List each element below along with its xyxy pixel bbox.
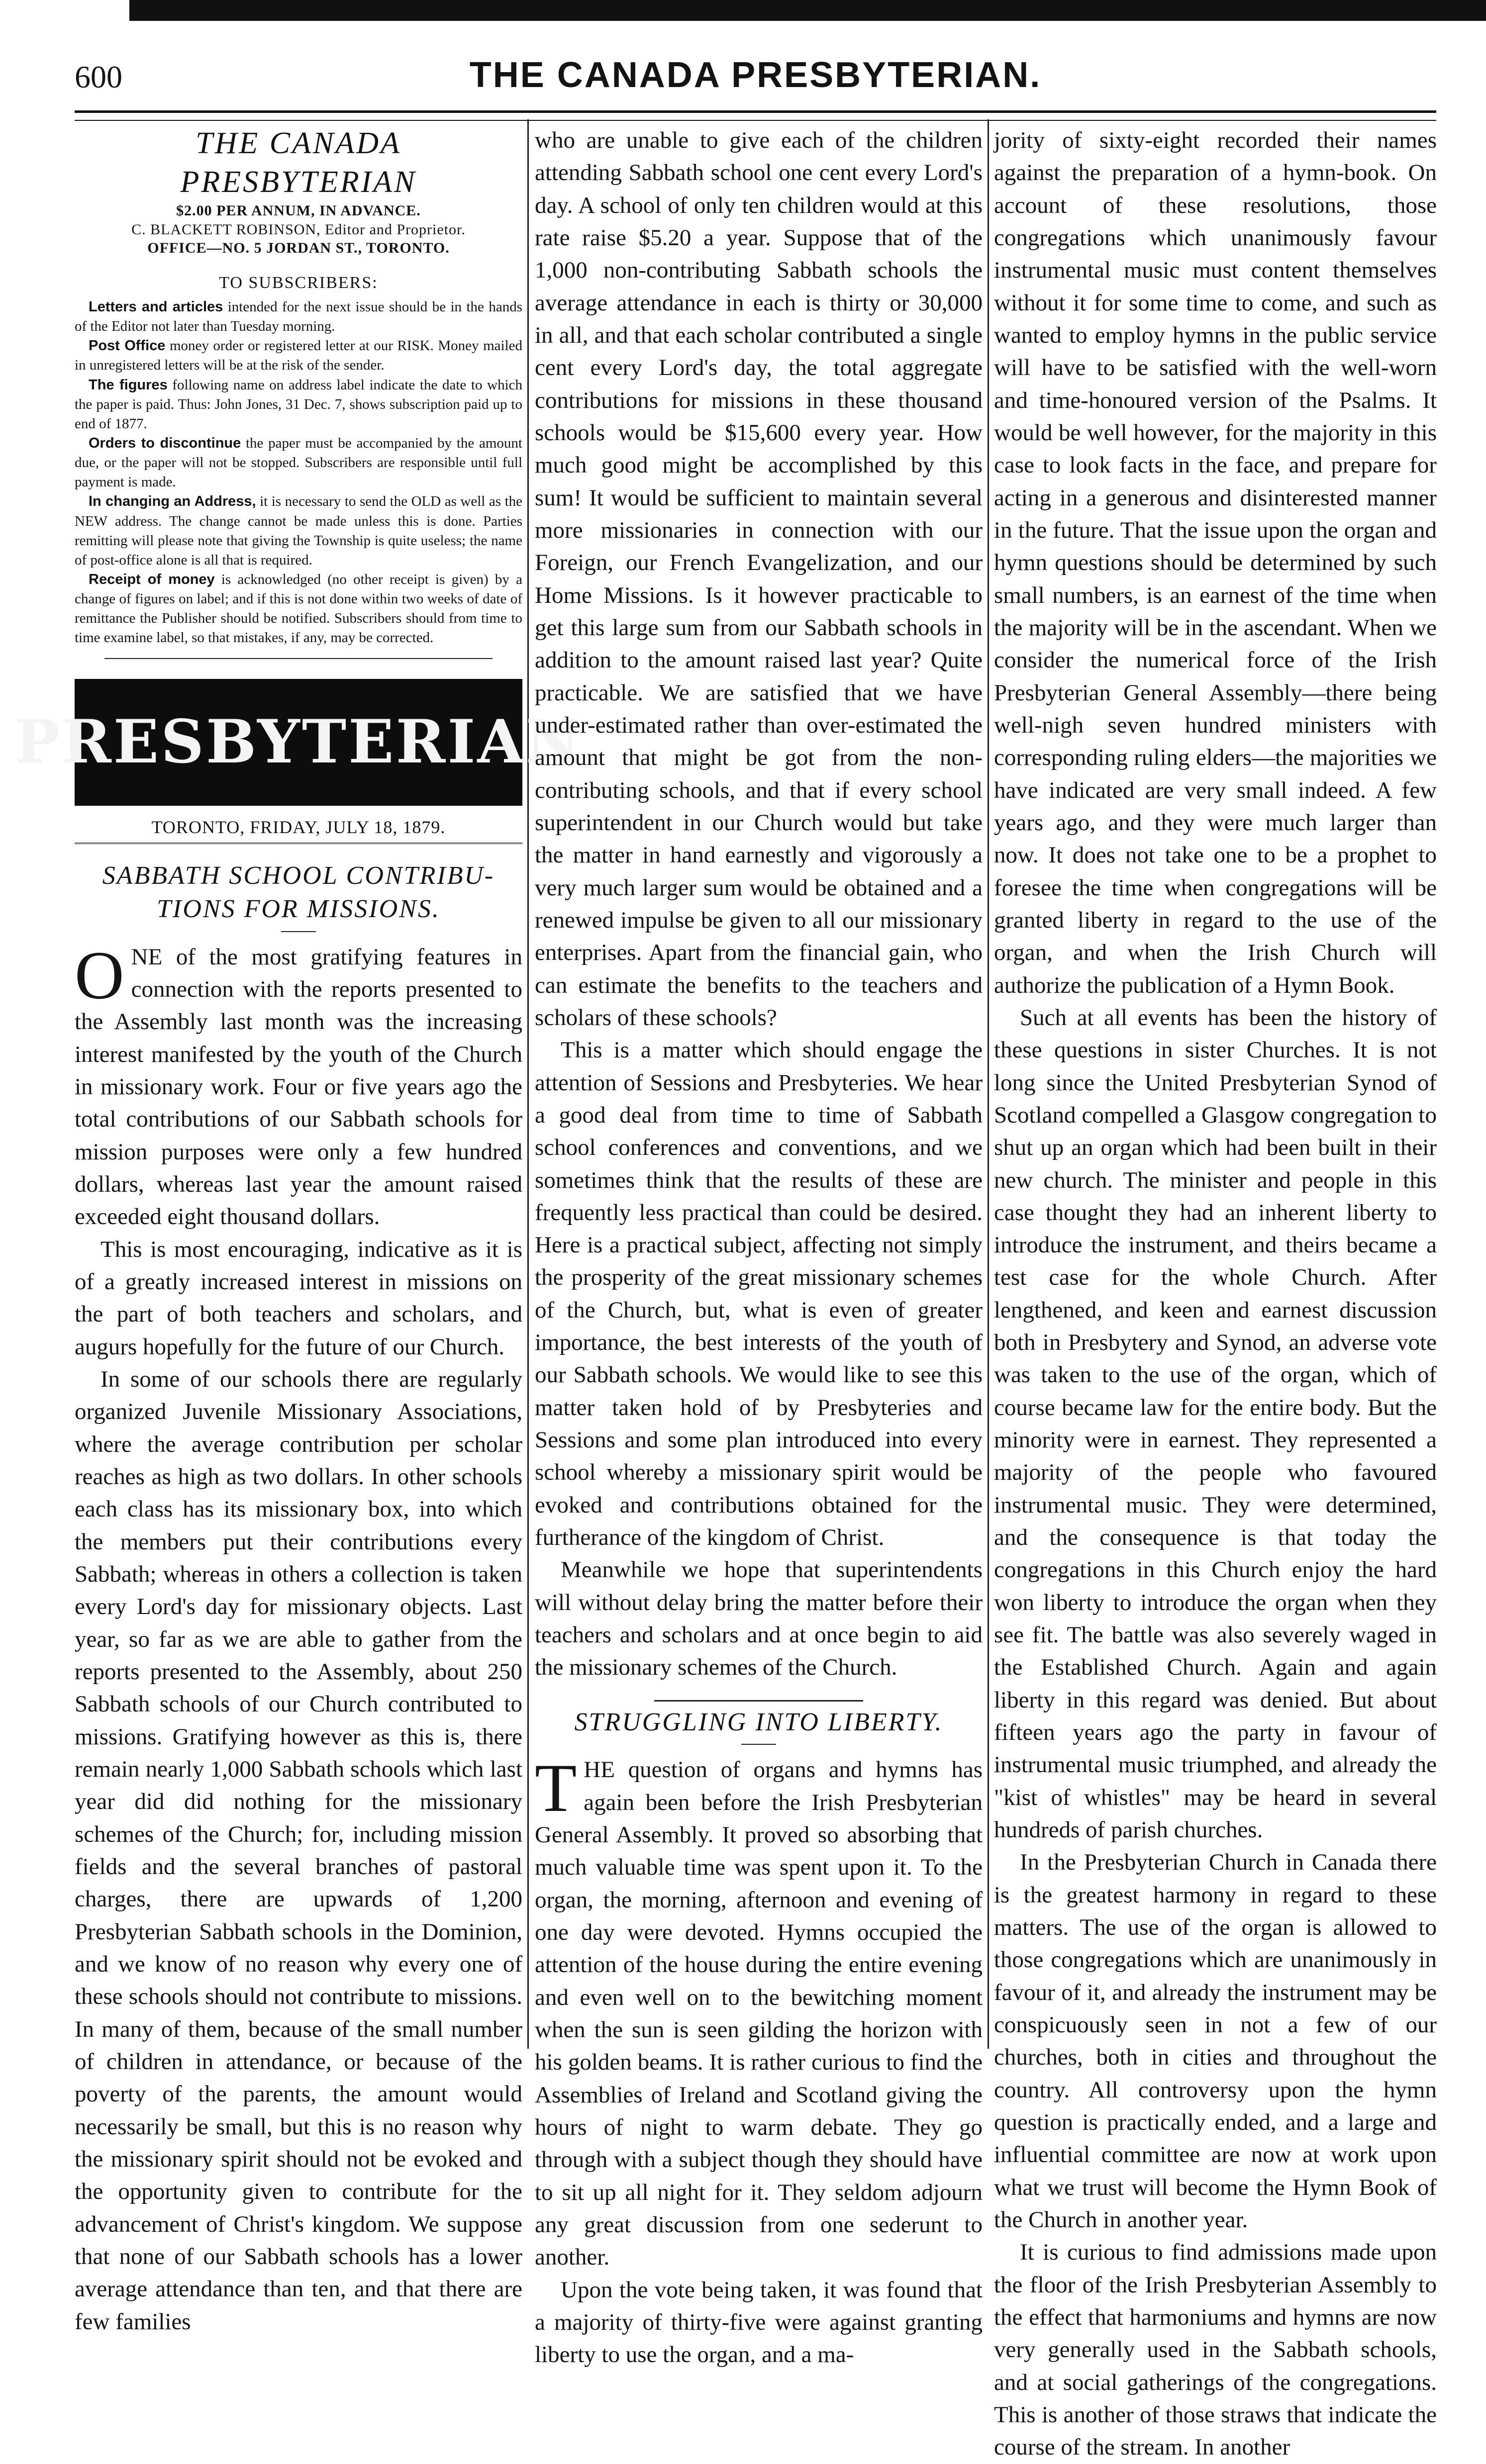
masthead-editor: C. BLACKETT ROBINSON, Editor and Proprietor. bbox=[131, 221, 466, 238]
notice: Letters and articles intended for the next issue should be in the hands of the Editor not later than Tuesday morning. bbox=[75, 299, 523, 335]
column-3 bbox=[994, 124, 1437, 2464]
paragraph: Meanwhile we hope that superintendents will without delay bring the matter before their teachers and scholars and at once begin to aid the missionary schemes of the Church. bbox=[535, 1557, 983, 1681]
dateline: TORONTO, FRIDAY, JULY 18, 1879. bbox=[75, 812, 522, 844]
column-1 bbox=[14, 124, 583, 2338]
paragraph: jority of sixty-eight recorded their names against the preparation of a hymn-book. On account of these resolutions, those congregations which unanimously favour instrumental music must content themselves without it for some time to come, and such as wanted to employ hymns in the public service will have to be satisfied with the well-worn and time-honoured version of the Psalms. It would be well however, for the majority in this case to look facts in the face, and prepare for acting in a generous and disinterested manner in the future. That the issue upon the organ and hymn questions should be determined by such small numbers, is an earnest of the time when the majority will be in the ascendant. When we consider the numerical force of the Irish Presbyterian General Assembly—there being well-nigh seven hundred ministers with corresponding ruling elders—the majorities we have indicated are very small indeed. A few years ago, and they were much larger than now. It does not take one to be a prophet to foresee the time when congregations will be granted liberty in regard to the use of the organ, and when the Irish Church will authorize the publication of a Hymn Book. bbox=[994, 127, 1437, 998]
title-rule bbox=[741, 1744, 776, 1745]
paragraph: In some of our schools there are regularly organized Juvenile Missionary Associations, where the average contribution per scholar reaches as high as two dollars. In other schools each class has its missionary box, into which the members put their contributions every Sabbath; whereas in others a collection is taken every Lord's day for missionary objects. Last year, so far as we are able to gather from the reports presented to the Assembly, about 250 Sabbath schools of our Church contributed to missions. Gratifying however as this is, there remain nearly 1,000 Sabbath schools which last year did did nothing for the missionary schemes of the Church; for, including mission fields and the several branches of pastoral charges, there are upwards of 1,200 Presbyterian Sabbath schools in the Dominion, and we know of no reason why every one of these schools should not contribute to missions. In many of them, because of the small number of children in attendance, or because of the poverty of the parents, the amount would necessarily be small, but this is no reason why the missionary spirit should not be evoked and the opportunity given to contribute for the advancement of Christ's kingdom. We suppose that none of our Sabbath schools has a lower average attendance than ten, and that there are few families bbox=[75, 1366, 522, 2335]
paragraph: who are unable to give each of the children attending Sabbath school one cent every Lord's day. A school of only ten children would at this rate raise $5.20 a year. Suppose that of the 1,000 non-contributing Sabbath schools the average attendance in each is thirty or 30,000 in all, and that each scholar contributed a single cent every Lord's day, the total aggregate contributions for missions in these thousand schools would be $15,600 every year. How much good might be accomplished by this sum! It would be sufficient to maintain several more missionaries in connection with our Foreign, our French Evangelization, and our Home Missions. Is it however practicable to get this large sum from our Sabbath schools in addition to the amount raised last year? Quite practicable. We are satisfied that we have under-estimated rather than over-estimated the amount that might be got from the non-contributing schools, and that if every school superintendent in our Church would but take the matter in hand earnestly and vigorously a very much larger sum would be obtained and a renewed impulse be given to all our missionary enterprises. Apart from the financial gain, who can estimate the benefits to the teachers and scholars of these schools? bbox=[535, 127, 983, 1031]
notice: Orders to discontinue the paper must be accompanied by the amount due, or the paper will not be stopped. Subscribers are responsible until full payment is made. bbox=[75, 435, 522, 490]
paragraph: Upon the vote being taken, it was found that a majority of thirty-five were against granting liberty to use the organ, and a ma- bbox=[535, 2276, 983, 2368]
article-separator bbox=[654, 1700, 863, 1702]
notice: In changing an Address, it is necessary to send the OLD as well as the NEW address. The change cannot be made unless this is done. Parties remitting will please note that giving the Township is quite useless; the name of post-office alone is all that is required. bbox=[75, 493, 523, 568]
article-1-title: SABBATH SCHOOL CONTRIBU-TIONS FOR MISSIONS. bbox=[102, 861, 495, 924]
masthead bbox=[75, 124, 522, 293]
presbyterian-logo-banner bbox=[14, 679, 583, 806]
paragraph: It is curious to find admissions made upon the floor of the Irish Presbyterian Assembly to the effect that harmoniums and hymns are now very generally used in the Sabbath schools, and at social gatherings of the congregations. This is another of those straws that indicate the course of the stream. In another bbox=[994, 2239, 1437, 2461]
paragraph: Such at all events has been the history of these questions in sister Churches. It is not long since the United Presbyterian Synod of Scotland compelled a Glasgow congregation to shut up an organ which had been built in their new church. The minister and people in this case thought they had an inherent liberty to introduce the instrument, and theirs became a test case for the whole Church. After lengthened, and keen and earnest discussion both in Presbytery and Synod, an adverse vote was taken to the use of the organ, which of course became law for the entire body. But the minority were in earnest. They represented a majority of the people who favoured instrumental music. They were determined, and the consequence is that today the congregations in this Church enjoy the hard won liberty to introduce the organ when they see fit. The battle was also severely waged in the Established Church. Again and again liberty in this regard was denied. But about fifteen years ago the party in favour of instrumental music triumphed, and already the "kist of whistles" may be heard in several hundreds of parish churches. bbox=[994, 1004, 1437, 1843]
masthead-rule bbox=[104, 658, 493, 659]
article-2-first-paragraph: THE question of organs and hymns has again been before the Irish Presbyterian General Assembly. It proved so absorbing that much valuable time was spent upon it. To the organ, the morning, afternoon and evening of one day were devoted. Hymns occupied the attention of the house during the entire evening and even well on to the bewitching moment when the sun is seen gilding the horizon with his golden beams. It is rather curious to find the Assemblies of Ireland and Scotland giving the hours of night to warm debate. They go through with a subject though they should have to sit up all night for it. They seldom adjourn any great discussion from one sederunt to another. bbox=[535, 1750, 983, 2271]
column-rule-2 bbox=[988, 119, 989, 2049]
dropcap: T bbox=[535, 1750, 577, 1826]
paragraph: This is most encouraging, indicative as it is of a greatly increased interest in missions on the part of both teachers and scholars, and augurs hopefully for the future of our Church. bbox=[75, 1236, 522, 1360]
paragraph: In the Presbyterian Church in Canada there is the greatest harmony in regard to these matters. The use of the organ is allowed to those congregations which are unanimously in favour of it, and already the instrument may be conspicuously seen in not a few of our churches, both in cities and throughout the country. All controversy upon the hymn question is practically ended, and a large and influential committee are now at work upon what we trust will become the Hymn Book of the Church in another year. bbox=[994, 1849, 1437, 2233]
header-rule bbox=[75, 110, 1436, 121]
subscriber-notices bbox=[75, 297, 522, 648]
notice: Post Office money order or registered letter at our RISK. Money mailed in unregistered letters will be at the risk of the sender. bbox=[75, 338, 522, 374]
article-2-title: STRUGGLING INTO LIBERTY. bbox=[574, 1707, 943, 1736]
masthead-title: THE CANADA PRESBYTERIAN bbox=[180, 126, 417, 199]
page-header bbox=[75, 55, 1436, 114]
masthead-office: OFFICE—NO. 5 JORDAN ST., TORONTO. bbox=[147, 240, 450, 256]
dropcap: O bbox=[75, 937, 124, 1013]
column-2 bbox=[535, 124, 983, 2371]
title-rule bbox=[281, 931, 316, 932]
logo-text: PRESBYTERIAN bbox=[14, 706, 583, 777]
page-number: 600 bbox=[75, 59, 122, 95]
paragraph: This is a matter which should engage the attention of Sessions and Presbyteries. We hear a good deal from time to time of Sabbath school conferences and conventions, and we sometimes think that the results of these are frequently less practical than could be desired. Here is a practical subject, affecting not simply the prosperity of the great missionary schemes of the Church, but, what is even of greater importance, the best interests of the youth of our Sabbath schools. We would like to see this matter taken hold of by Presbyteries and Sessions and some plan introduced into every school whereby a missionary spirit would be evoked and contributions obtained for the furtherance of the kingdom of Christ. bbox=[535, 1037, 983, 1551]
running-title: THE CANADA PRESBYTERIAN. bbox=[469, 55, 1042, 95]
subscribers-heading: TO SUBSCRIBERS: bbox=[219, 273, 378, 292]
notice: Receipt of money is acknowledged (no other receipt is given) by a change of figures on label; and if this is not done within two weeks of date of remittance the Publisher should be notified. Subscribers should from time to time examine label, so that mistakes, if any, may be corrected. bbox=[75, 571, 522, 646]
notice: The figures following name on address label indicate the date to which the paper is paid. Thus: John Jones, 31 Dec. 7, shows subscription paid up to end of 1877. bbox=[75, 377, 522, 432]
article-1-first-paragraph: ONE of the most gratifying features in connection with the reports presented to the Assembly last month was the increasing interest manifested by the youth of the Church in missionary work. Four or five years ago the total contributions of our Sabbath schools for mission purposes were only a few hundred dollars, whereas last year the amount raised exceeded eight thousand dollars. bbox=[75, 937, 522, 1230]
masthead-price: $2.00 PER ANNUM, IN ADVANCE. bbox=[176, 202, 421, 219]
column-rule-1 bbox=[527, 119, 529, 2049]
scan-top-edge bbox=[129, 0, 1486, 21]
